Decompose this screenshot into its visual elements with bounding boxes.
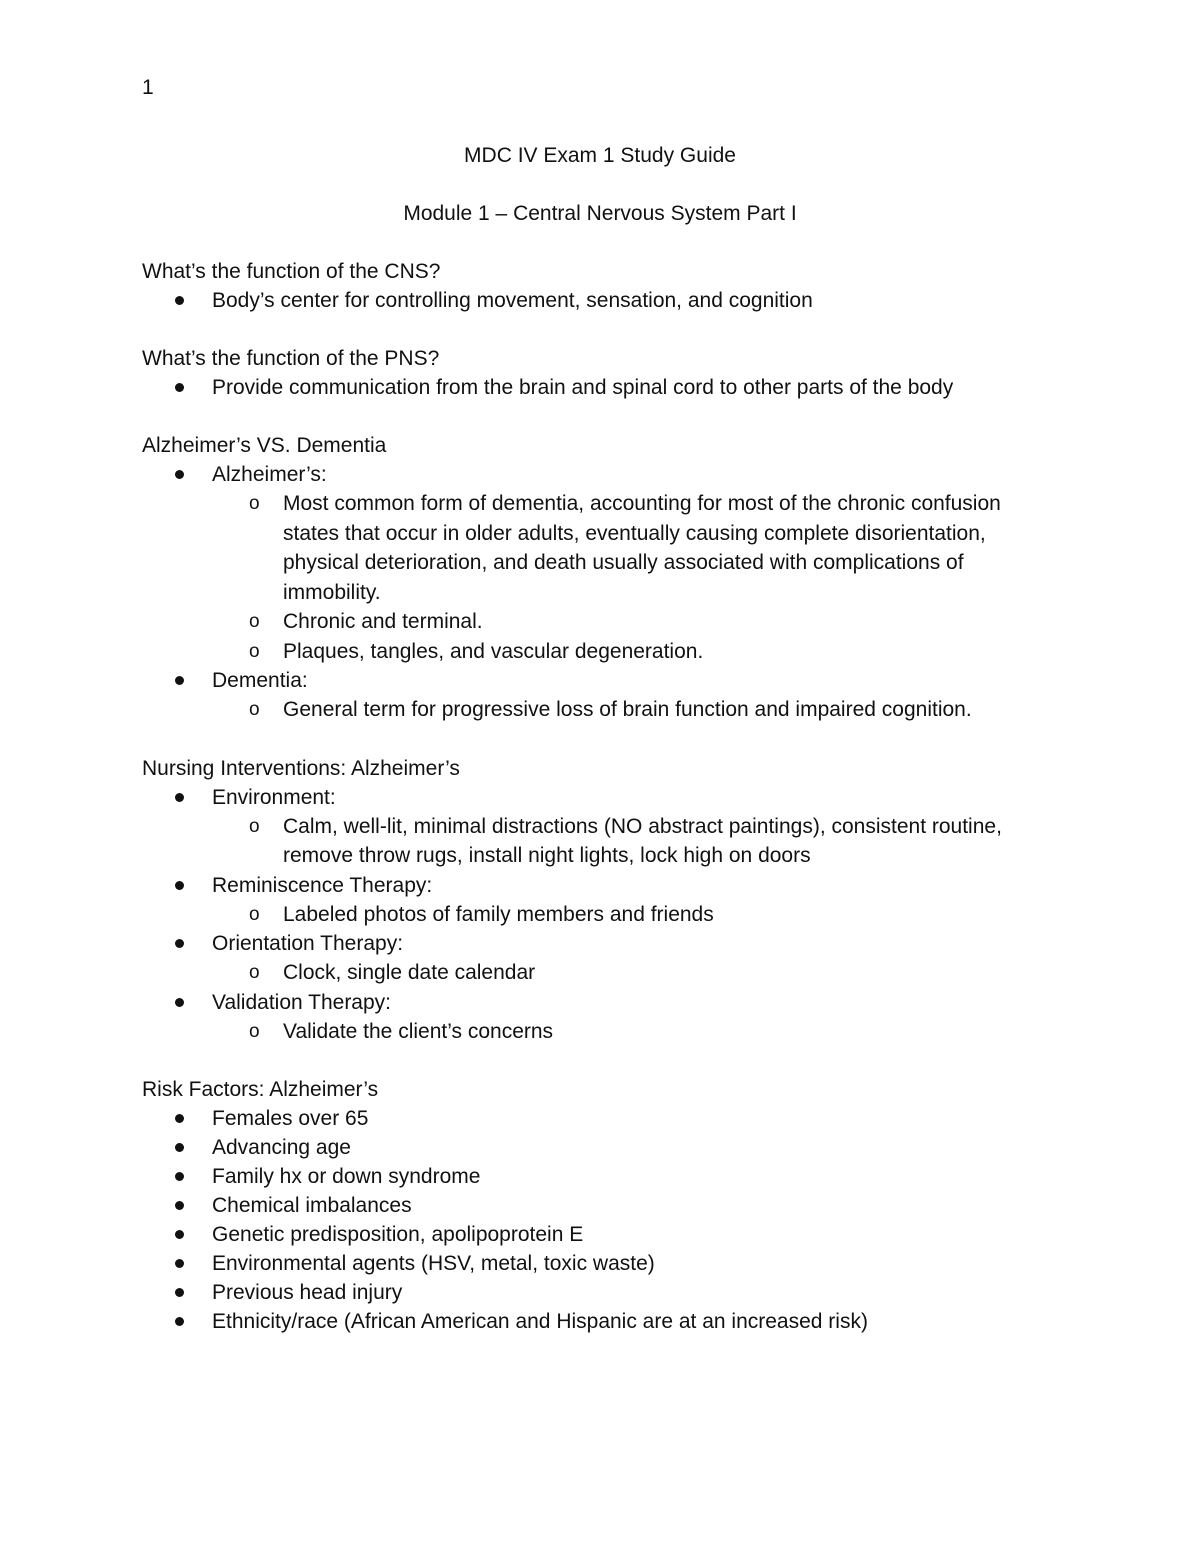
section-heading: Nursing Interventions: Alzheimer’s xyxy=(142,756,460,780)
list-item-text: Advancing age xyxy=(212,1136,351,1159)
document-body xyxy=(142,257,1062,1336)
list-item-text: Chemical imbalances xyxy=(212,1194,412,1217)
list-item-text: Dementia: xyxy=(212,669,308,692)
module-subtitle: Module 1 – Central Nervous System Part I xyxy=(403,202,797,225)
list-item-text: Previous head injury xyxy=(212,1281,403,1304)
sub-list-item-text: Most common form of dementia, accounting for most of the chronic confusion states that occur in older adults, eventually causing complete disorientation, physical deterioration, and death usually associated with complications of immobility. xyxy=(283,492,1001,604)
bullet-list xyxy=(142,286,1062,315)
list-item-text: Family hx or down syndrome xyxy=(212,1165,481,1188)
circle-bullet-icon: o xyxy=(249,1020,260,1042)
bullet-icon xyxy=(175,676,184,685)
list-item xyxy=(142,1162,1062,1191)
sub-bullet-list xyxy=(142,812,1062,871)
circle-bullet-icon: o xyxy=(249,903,260,925)
bullet-list xyxy=(142,929,1062,958)
bullet-icon xyxy=(175,1172,184,1181)
bullet-icon xyxy=(175,998,184,1007)
bullet-list xyxy=(142,460,1062,489)
sub-list-item xyxy=(212,637,1062,667)
bullet-icon xyxy=(175,470,184,479)
bullet-icon xyxy=(175,881,184,890)
list-item-text: Orientation Therapy: xyxy=(212,932,404,955)
section-nursing-interventions xyxy=(142,754,1062,1047)
list-item xyxy=(142,988,1062,1017)
bullet-list xyxy=(142,666,1062,695)
bullet-icon xyxy=(175,1143,184,1152)
list-item-text: Females over 65 xyxy=(212,1107,369,1130)
circle-bullet-icon: o xyxy=(249,493,260,514)
section-cns xyxy=(142,257,1062,315)
circle-bullet-icon: o xyxy=(249,611,260,632)
list-item xyxy=(142,1191,1062,1220)
sub-list-item xyxy=(212,695,1062,725)
sub-bullet-list xyxy=(142,489,1062,666)
sub-bullet-list xyxy=(142,1017,1062,1047)
sub-bullet-list xyxy=(142,900,1062,930)
document-titles xyxy=(0,141,1200,228)
sub-list-item-text: Chronic and terminal. xyxy=(283,610,483,633)
circle-bullet-icon: o xyxy=(249,699,260,720)
sub-list-item-text: Validate the client’s concerns xyxy=(283,1019,554,1043)
bullet-icon xyxy=(175,296,184,305)
bullet-icon xyxy=(175,939,184,948)
sub-list-item xyxy=(212,489,1062,607)
circle-bullet-icon: o xyxy=(249,962,260,983)
bullet-icon xyxy=(175,1317,184,1326)
bullet-icon xyxy=(175,793,184,802)
sub-list-item-text: General term for progressive loss of brain function and impaired cognition. xyxy=(283,698,972,721)
list-item-text: Ethnicity/race (African American and Hispanic are at an increased risk) xyxy=(212,1310,868,1333)
list-item-text: Genetic predisposition, apolipoprotein E xyxy=(212,1223,584,1246)
list-item-text: Reminiscence Therapy: xyxy=(212,873,433,897)
sub-bullet-list xyxy=(142,695,1062,725)
section-alzheimers-vs-dementia xyxy=(142,431,1062,725)
list-item xyxy=(142,460,1062,489)
section-heading: What’s the function of the CNS? xyxy=(142,260,441,283)
list-item xyxy=(142,1249,1062,1278)
sub-list-item xyxy=(212,1017,1062,1047)
bullet-icon xyxy=(175,1288,184,1297)
sub-list-item-text: Calm, well-lit, minimal distractions (NO abstract paintings), consistent routine, remove throw rugs, install night lights, lock high on doors xyxy=(283,814,1002,867)
sub-list-item xyxy=(212,607,1062,637)
list-item xyxy=(142,783,1062,812)
sub-list-item xyxy=(212,812,1062,871)
list-item xyxy=(142,1133,1062,1162)
list-item-text: Provide communication from the brain and spinal cord to other parts of the body xyxy=(212,376,954,399)
list-item xyxy=(142,373,1062,402)
section-heading: Risk Factors: Alzheimer’s xyxy=(142,1078,379,1101)
bullet-icon xyxy=(175,1201,184,1210)
sub-list-item-text: Clock, single date calendar xyxy=(283,961,536,984)
list-item xyxy=(142,1307,1062,1336)
bullet-list xyxy=(142,988,1062,1017)
section-heading: Alzheimer’s VS. Dementia xyxy=(142,434,387,457)
list-item xyxy=(142,929,1062,958)
list-item xyxy=(142,666,1062,695)
bullet-list xyxy=(142,1104,1062,1336)
sub-bullet-list xyxy=(142,958,1062,988)
bullet-list xyxy=(142,871,1062,900)
bullet-list xyxy=(142,783,1062,812)
sub-list-item-text: Labeled photos of family members and friends xyxy=(283,902,714,926)
list-item xyxy=(142,1104,1062,1133)
section-pns xyxy=(142,344,1062,402)
list-item xyxy=(142,871,1062,900)
bullet-list xyxy=(142,373,1062,402)
document-title: MDC IV Exam 1 Study Guide xyxy=(464,144,736,167)
section-heading: What’s the function of the PNS? xyxy=(142,347,440,370)
bullet-icon xyxy=(175,1259,184,1268)
sub-list-item-text: Plaques, tangles, and vascular degeneration. xyxy=(283,639,704,663)
list-item-text: Environment: xyxy=(212,785,336,809)
list-item-text: Validation Therapy: xyxy=(212,990,392,1014)
sub-list-item xyxy=(212,900,1062,930)
sub-list-item xyxy=(212,958,1062,988)
list-item-text: Alzheimer’s: xyxy=(212,463,327,486)
page-number: 1 xyxy=(142,76,154,99)
bullet-icon xyxy=(175,383,184,392)
circle-bullet-icon: o xyxy=(249,640,260,662)
list-item xyxy=(142,286,1062,315)
circle-bullet-icon: o xyxy=(249,815,260,837)
list-item xyxy=(142,1278,1062,1307)
list-item-text: Environmental agents (HSV, metal, toxic waste) xyxy=(212,1252,655,1275)
list-item xyxy=(142,1220,1062,1249)
bullet-icon xyxy=(175,1114,184,1123)
bullet-icon xyxy=(175,1230,184,1239)
section-risk-factors xyxy=(142,1075,1062,1336)
list-item-text: Body’s center for controlling movement, sensation, and cognition xyxy=(212,289,813,312)
